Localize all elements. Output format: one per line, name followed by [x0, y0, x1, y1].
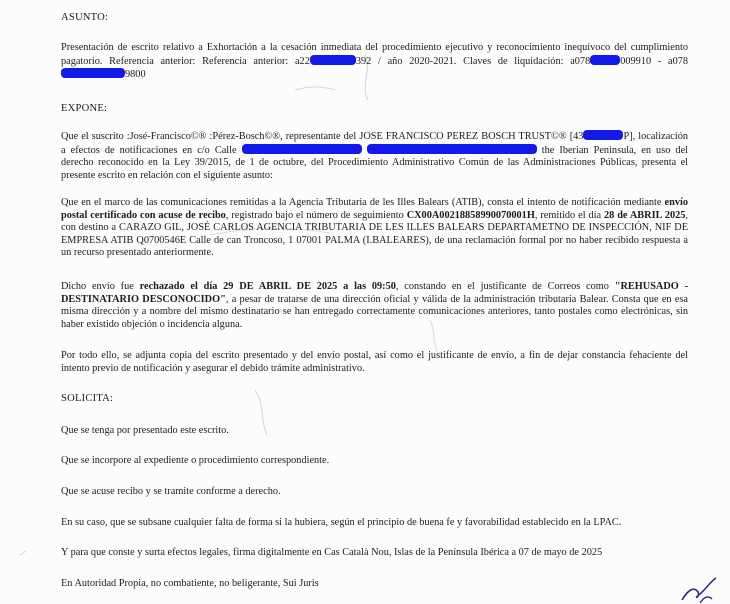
expone-text: , registrado bajo el número de seguimiento	[225, 209, 404, 221]
asunto-text: Presentación de escrito relativo a Exhortación a la cesación inmediata del procedimiento ejecutivo y reconocimiento inequívoco del cumplimiento pagatorio. Referencia anterior: Referencia anterior: a22	[61, 42, 688, 67]
expone-text: Que en el marco de las comunicaciones remitidas a la Agencia Tributaria de les Illes Balears (ATIB), consta el intento de notificación mediante	[61, 197, 662, 208]
expone-text: [43	[569, 131, 584, 142]
signature-mark	[676, 570, 722, 604]
expone-text: localización a efectos de notificaciones en c/o Calle	[61, 131, 689, 156]
trust-name: JOSE FRANCISCO PEREZ BOSCH TRUST©®	[359, 131, 567, 142]
solicita-item: Que se acuse recibo y se tramite conforme a derecho.	[61, 486, 281, 497]
redaction-block	[367, 144, 537, 154]
closing-statement: Y para que conste y surta efectos legales, firma digitalmente en Cas Català Nou, Islas de la Península Ibérica a 07 de mayo de 2025	[61, 547, 603, 558]
redaction-block	[242, 144, 362, 154]
expone-paragraph-2	[61, 197, 688, 260]
expone-text: , remitido el día	[534, 209, 602, 221]
redaction-block	[310, 55, 356, 65]
expone-paragraph-3	[61, 281, 688, 331]
expone-heading: EXPONE:	[61, 103, 108, 114]
expone-text: Que el suscrito :José-Francisco©® :Pérez-Bosch©®, representante del	[61, 131, 357, 142]
solicita-heading: SOLICITA:	[61, 393, 114, 404]
expone-text: the Iberian Peninsula, en uso del derecho reconocido en la Ley 39/2015, de 1 de octubre, del Procedimiento Administrativo Común de las Administraciones Públicas, presenta el presente escrito en relación con el siguiente asunto:	[61, 144, 689, 181]
expone-text: , con destino a CARAZO GIL, JOSÉ CARLOS AGENCIA TRIBUTARIA DE LES ILLES BALEARS DEPARTAMETNO DE INSPECCIÓN, NIF DE EMPRESA ATIB Q0700546E Calle de can Troncoso, 1 07001 PALMA (I.BALEARES), de una reclamación formal por no haber recibido respuesta a un recurso presentado anteriormente.	[61, 209, 688, 259]
expone-paragraph-4: Por todo ello, se adjunta copia del escrito presentado y del envío postal, así como el justificante de envío, a fin de dejar constancia fehaciente del intento previo de notificación y asegurar el debido trámite administrativo.	[61, 350, 688, 374]
bold-date: 28 de ABRIL 2025	[603, 209, 686, 221]
solicita-item: En su caso, que se subsane cualquier falta de forma si la hubiera, según el principio de buena fe y favorabilidad establecido en la LPAC.	[61, 517, 622, 528]
solicita-item: Que se incorpore al expediente o procedimiento correspondiente.	[61, 455, 330, 466]
expone-text: Dicho envío fue	[61, 281, 134, 292]
tracking-number: CX00A00218858990070001H	[406, 209, 535, 221]
bold-text: envío postal certificado con acuse de recibo	[61, 197, 688, 221]
expone-paragraph-1	[61, 130, 688, 182]
asunto-text: 009910 - a078	[620, 55, 689, 67]
asunto-text: 392 / año 2020-2021. Claves de liquidación:	[355, 55, 564, 67]
redaction-block	[590, 55, 620, 65]
bold-date: rechazado el día 29 DE ABRIL DE 2025 a las 09:50	[139, 281, 396, 292]
bold-status: "REHUSADO - DESTINATARIO DESCONOCIDO"	[61, 281, 689, 305]
asunto-heading: ASUNTO:	[61, 12, 109, 23]
asunto-text: 9800	[125, 69, 146, 81]
expone-text: P],	[623, 131, 636, 142]
redaction-block	[61, 68, 125, 78]
redaction-block	[583, 130, 623, 140]
asunto-text: a078	[570, 55, 591, 67]
asunto-paragraph	[61, 42, 688, 82]
expone-text: , constando en el justificante de Correos como	[395, 281, 609, 292]
expone-text: , a pesar de tratarse de una dirección oficial y válida de la administración tributaria Balear. Consta que en esa misma dirección y a nombre del mismo destinatario se han entregado correctamente comunicaciones anteriores, tanto postales como electrónicas, sin haber existido objeción o incidencia alguna.	[61, 293, 688, 330]
authority-statement: En Autoridad Propia, no combatiente, no beligerante, Sui Juris	[61, 578, 319, 589]
solicita-item: Que se tenga por presentado este escrito.	[61, 425, 229, 436]
